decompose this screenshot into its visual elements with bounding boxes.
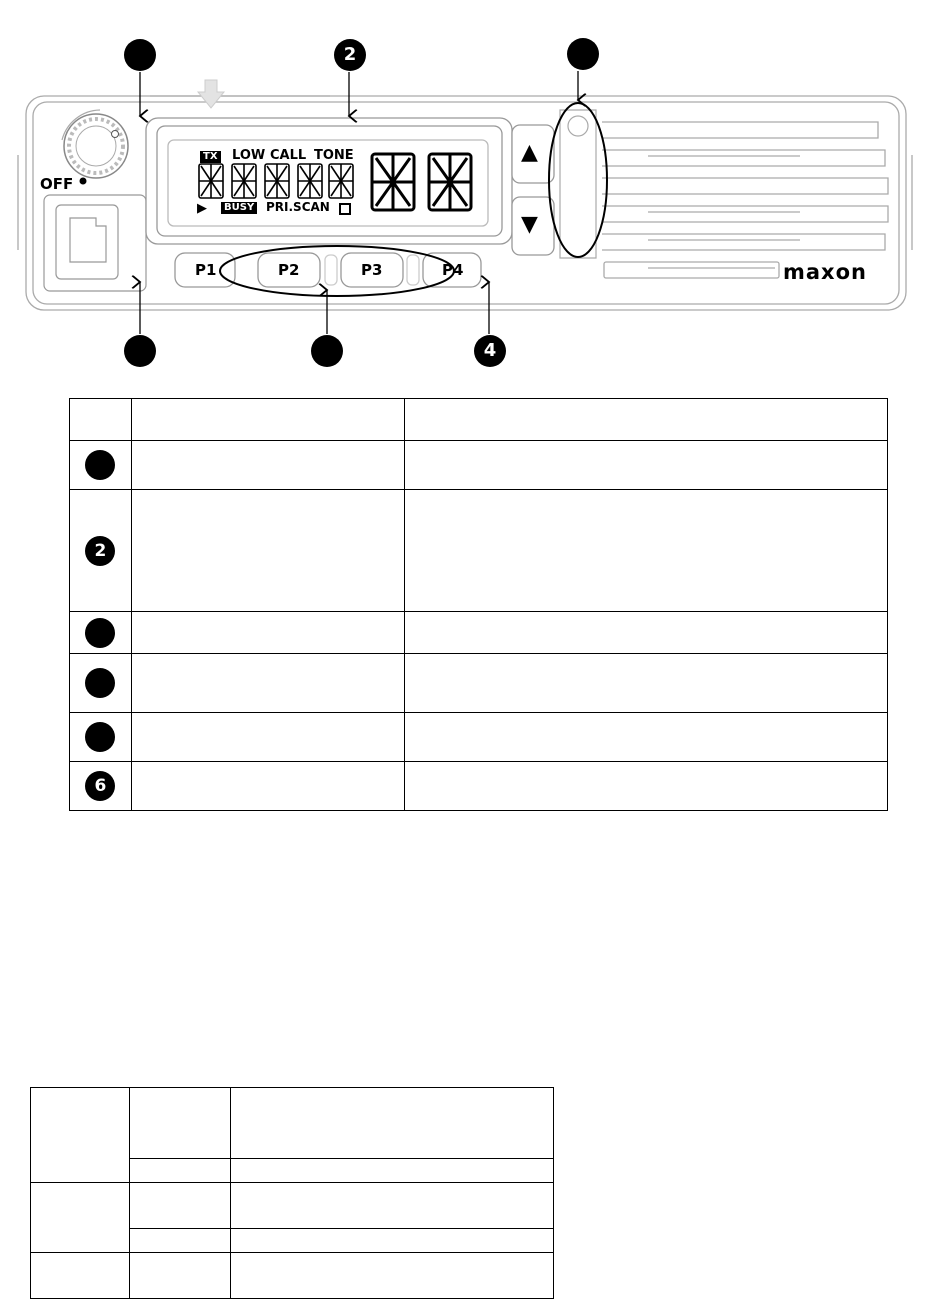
part-name — [131, 441, 404, 490]
sub-cell — [129, 1253, 230, 1299]
lcd-icon-call: CALL — [270, 148, 307, 163]
p2-button[interactable]: P2 — [278, 261, 300, 279]
speaker-grille — [602, 122, 888, 278]
part-description — [404, 441, 887, 490]
down-button[interactable]: ▼ — [521, 212, 538, 237]
part-name — [131, 612, 404, 654]
description-cell — [230, 1159, 553, 1183]
part-description — [404, 612, 887, 654]
callout-badge-2: 2 — [334, 39, 366, 71]
table-row — [70, 612, 888, 654]
table-row — [70, 654, 888, 713]
header-cell-number — [70, 399, 132, 441]
description-cell — [230, 1183, 553, 1229]
group-cell — [31, 1088, 130, 1183]
knob-off-label: OFF — [40, 175, 74, 193]
volume-knob — [62, 110, 128, 178]
table-row — [70, 490, 888, 612]
part-description — [404, 713, 887, 762]
brand-logo: maxon — [783, 260, 867, 284]
lcd-play-icon: ▶ — [197, 201, 207, 216]
row-badge — [85, 618, 115, 648]
sub-cell — [129, 1183, 230, 1229]
led-indicator — [198, 80, 224, 108]
description-cell — [230, 1253, 553, 1299]
part-description — [404, 654, 887, 713]
p3-button[interactable]: P3 — [361, 261, 383, 279]
table-row — [31, 1088, 554, 1159]
header-cell-name — [131, 399, 404, 441]
radio-front-panel-figure — [0, 0, 937, 380]
table-row — [70, 441, 888, 490]
header-cell-description — [404, 399, 887, 441]
row-badge — [85, 450, 115, 480]
part-name — [131, 490, 404, 612]
table-row — [31, 1253, 554, 1299]
lower-table — [30, 1087, 554, 1299]
p1-button[interactable]: P1 — [195, 261, 217, 279]
lcd-icon-low: LOW — [232, 148, 266, 163]
mic-jack — [44, 195, 146, 291]
table-row — [31, 1183, 554, 1229]
ptt-lever — [560, 110, 596, 258]
group-cell — [31, 1183, 130, 1253]
description-cell — [230, 1229, 553, 1253]
sub-cell — [129, 1088, 230, 1159]
parts-table — [69, 398, 888, 811]
off-dot — [80, 178, 87, 185]
lcd-icon-tone: TONE — [314, 148, 354, 163]
sub-cell — [129, 1159, 230, 1183]
description-cell — [230, 1088, 553, 1159]
up-button[interactable]: ▲ — [521, 140, 538, 165]
part-description — [404, 490, 887, 612]
part-description — [404, 762, 887, 811]
part-name — [131, 713, 404, 762]
p4-button[interactable]: P4 — [442, 261, 464, 279]
part-name — [131, 654, 404, 713]
sub-cell — [129, 1229, 230, 1253]
lcd-square-icon — [339, 203, 351, 215]
part-name — [131, 762, 404, 811]
row-badge: 6 — [85, 771, 115, 801]
row-badge — [85, 668, 115, 698]
callout-badge-4: 4 — [474, 335, 506, 367]
row-badge: 2 — [85, 536, 115, 566]
table-row — [70, 762, 888, 811]
lcd-icon-pri-scan: PRI.SCAN — [266, 200, 330, 214]
parts-table-header-row — [70, 399, 888, 441]
lcd-icon-tx: TX — [200, 151, 221, 163]
radio-drawing — [0, 0, 937, 380]
lcd-icon-busy: BUSY — [221, 202, 257, 214]
table-row — [70, 713, 888, 762]
row-badge — [85, 722, 115, 752]
group-cell — [31, 1253, 130, 1299]
